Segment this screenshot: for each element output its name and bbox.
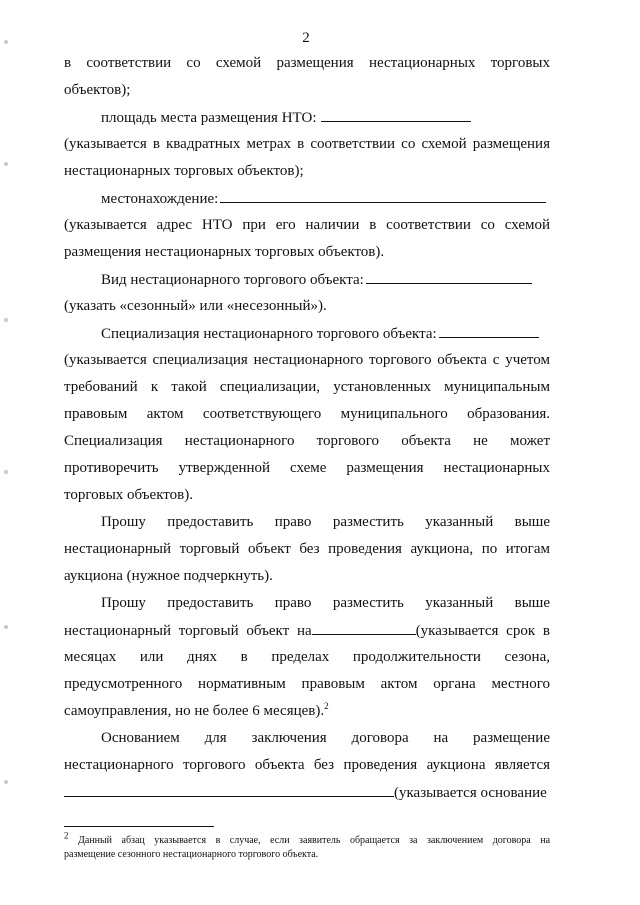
field-hint: (указывается основание (394, 785, 547, 801)
field-label: Специализация нестационарного торгового объекта: (101, 326, 437, 342)
text-line: размещения нестационарных торговых объектов). (64, 244, 385, 260)
text-line: правовым актом соответствующего муниципального образования. (64, 406, 550, 422)
specialization-blank[interactable] (439, 324, 539, 338)
nto-type-blank[interactable] (366, 270, 532, 284)
field-hint: (указывается срок в (415, 623, 551, 639)
term-blank[interactable] (312, 621, 416, 635)
page-number: 2 (302, 30, 310, 46)
footnote-segment: Данный абзац указывается в случае, если заявитель обращается за заключением договора на (78, 835, 551, 846)
scan-mark (4, 40, 8, 44)
field-label: площадь места размещения НТО: (101, 110, 317, 126)
text-line (64, 702, 550, 720)
text-line: (указывается специализация нестационарного торгового объекта с учетом (64, 352, 550, 368)
text-segment: самоуправления, но не более 6 месяцев). (64, 703, 325, 719)
text-line: нестационарных торговых объектов); (64, 163, 304, 179)
text-line: нестационарный торговый объект без проведения аукциона, по итогам (64, 541, 550, 557)
text-line: требований к такой специализации, установленных муниципальным (64, 379, 550, 395)
text-line: торговых объектов). (64, 487, 193, 503)
location-blank[interactable] (220, 189, 546, 203)
area-blank[interactable] (321, 108, 471, 122)
text-line: (указать «сезонный» или «несезонный»). (64, 298, 327, 314)
text-line: аукциона (нужное подчеркнуть). (64, 568, 273, 584)
text-line: (указывается в квадратных метрах в соответствии со схемой размещения (64, 136, 550, 152)
text-line: Прошу предоставить право разместить указанный выше (101, 514, 550, 530)
text-line: предусмотренного нормативным правовым актом органа местного (64, 676, 550, 692)
text-line: нестационарного торгового объекта без проведения аукциона является (64, 757, 550, 773)
field-label: Вид нестационарного торгового объекта: (101, 272, 364, 288)
basis-blank[interactable] (64, 783, 394, 797)
footnote-marker: 2 (324, 701, 329, 711)
text-line (101, 324, 550, 343)
scan-mark (4, 780, 8, 784)
scan-mark (4, 318, 8, 322)
scan-mark (4, 625, 8, 629)
text-line (64, 621, 550, 640)
text-line (101, 189, 550, 208)
text-line (101, 108, 550, 127)
scan-mark (4, 162, 8, 166)
text-line: Специализация нестационарного торгового объекта не может (64, 433, 550, 449)
text-line: объектов); (64, 82, 131, 98)
footnote-text: размещение сезонного нестационарного торгового объекта. (64, 849, 319, 860)
text-line (101, 270, 550, 289)
text-line: Прошу предоставить право разместить указанный выше (101, 595, 550, 611)
footnote-separator (64, 826, 214, 827)
text-line: месяцах или днях в пределах продолжительности сезона, (64, 649, 550, 665)
scan-mark (4, 470, 8, 474)
field-label: местонахождение: (101, 191, 219, 207)
text-line: Основанием для заключения договора на размещение (101, 730, 550, 746)
text-line (64, 783, 550, 802)
footnote-text (64, 830, 551, 848)
footnote-number: 2 (64, 830, 69, 841)
field-label: нестационарный торговый объект на (64, 623, 312, 639)
text-line: (указывается адрес НТО при его наличии в соответствии со схемой (64, 217, 550, 233)
text-line: противоречить утвержденной схеме размещения нестационарных (64, 460, 550, 476)
text-line: в соответствии со схемой размещения нестационарных торговых (64, 55, 550, 71)
